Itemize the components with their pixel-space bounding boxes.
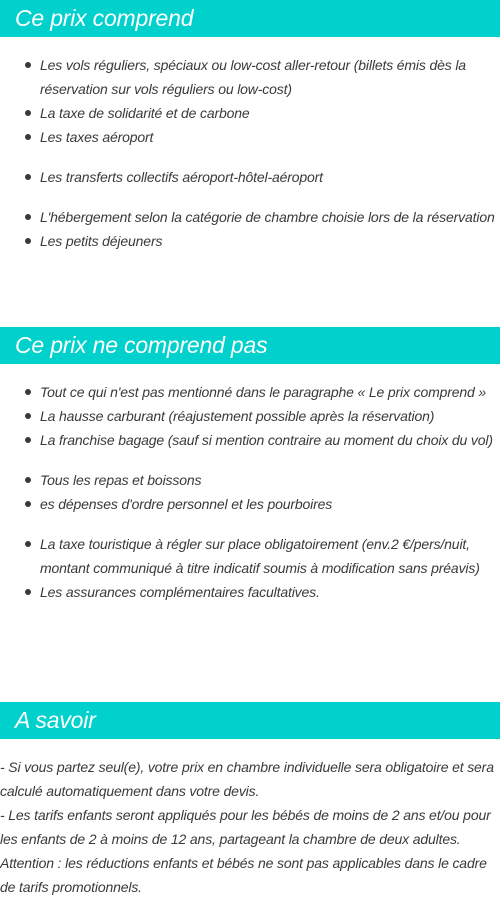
- list-item-text: La taxe touristique à régler sur place obligatoirement (env.2 €/pers/nuit, montant communiqué à titre indicatif soumis à modification sans préavis): [40, 536, 480, 576]
- bullet-icon: [25, 501, 31, 507]
- list-item: [0, 532, 500, 580]
- list-item-text: La hausse carburant (réajustement possible après la réservation): [40, 408, 435, 424]
- list-item: [0, 428, 500, 452]
- bullet-icon: [25, 589, 31, 595]
- bullet-icon: [25, 413, 31, 419]
- bullet-icon: [25, 62, 31, 68]
- bullet-icon: [25, 174, 31, 180]
- list-item: [0, 468, 500, 492]
- bullet-icon: [25, 437, 31, 443]
- list-item: [0, 229, 500, 253]
- list-item-text: Les assurances complémentaires facultatives.: [40, 584, 320, 600]
- bullet-icon: [25, 541, 31, 547]
- list-item-text: Les taxes aéroport: [40, 129, 154, 145]
- list-item-text: L'hébergement selon la catégorie de chambre choisie lors de la réservation: [40, 209, 495, 225]
- list-item: [0, 404, 500, 428]
- list-item-text: Les transferts collectifs aéroport-hôtel-aéroport: [40, 169, 323, 185]
- list-item: [0, 125, 500, 149]
- bullet-icon: [25, 214, 31, 220]
- list-item: [0, 165, 500, 189]
- list-item-text: es dépenses d'ordre personnel et les pourboires: [40, 496, 333, 512]
- list-item: [0, 101, 500, 125]
- bullet-icon: [25, 134, 31, 140]
- excludes-title: Ce prix ne comprend pas: [0, 327, 500, 364]
- list-item: [0, 380, 500, 404]
- list-item: [0, 580, 500, 604]
- bullet-icon: [25, 389, 31, 395]
- info-title: A savoir: [0, 702, 500, 739]
- excludes-list: [0, 380, 500, 604]
- list-item-text: Les vols réguliers, spéciaux ou low-cost aller-retour (billets émis dès la réservation sur vols réguliers ou low-cost): [40, 57, 466, 97]
- list-item: [0, 205, 500, 229]
- list-item: [0, 492, 500, 516]
- info-paragraph: - Les tarifs enfants seront appliqués pour les bébés de moins de 2 ans et/ou pour les enfants de 2 à moins de 12 ans, partageant la chambre de deux adultes.: [0, 807, 491, 847]
- info-paragraph: Attention : les réductions enfants et bébés ne sont pas applicables dans le cadre de tarifs promotionnels.: [0, 855, 487, 895]
- info-text: [0, 755, 500, 899]
- info-paragraph: - Si vous partez seul(e), votre prix en chambre individuelle sera obligatoire et sera calculé automatiquement dans votre devis.: [0, 759, 494, 799]
- list-item-text: Tous les repas et boissons: [40, 472, 202, 488]
- list-item: [0, 53, 500, 101]
- bullet-icon: [25, 110, 31, 116]
- list-item-text: Les petits déjeuners: [40, 233, 163, 249]
- list-item-text: La taxe de solidarité et de carbone: [40, 105, 250, 121]
- bullet-icon: [25, 477, 31, 483]
- list-item-text: Tout ce qui n'est pas mentionné dans le paragraphe « Le prix comprend »: [40, 384, 487, 400]
- includes-list: [0, 53, 500, 253]
- list-item-text: La franchise bagage (sauf si mention contraire au moment du choix du vol): [40, 432, 493, 448]
- includes-title: Ce prix comprend: [0, 0, 500, 37]
- bullet-icon: [25, 238, 31, 244]
